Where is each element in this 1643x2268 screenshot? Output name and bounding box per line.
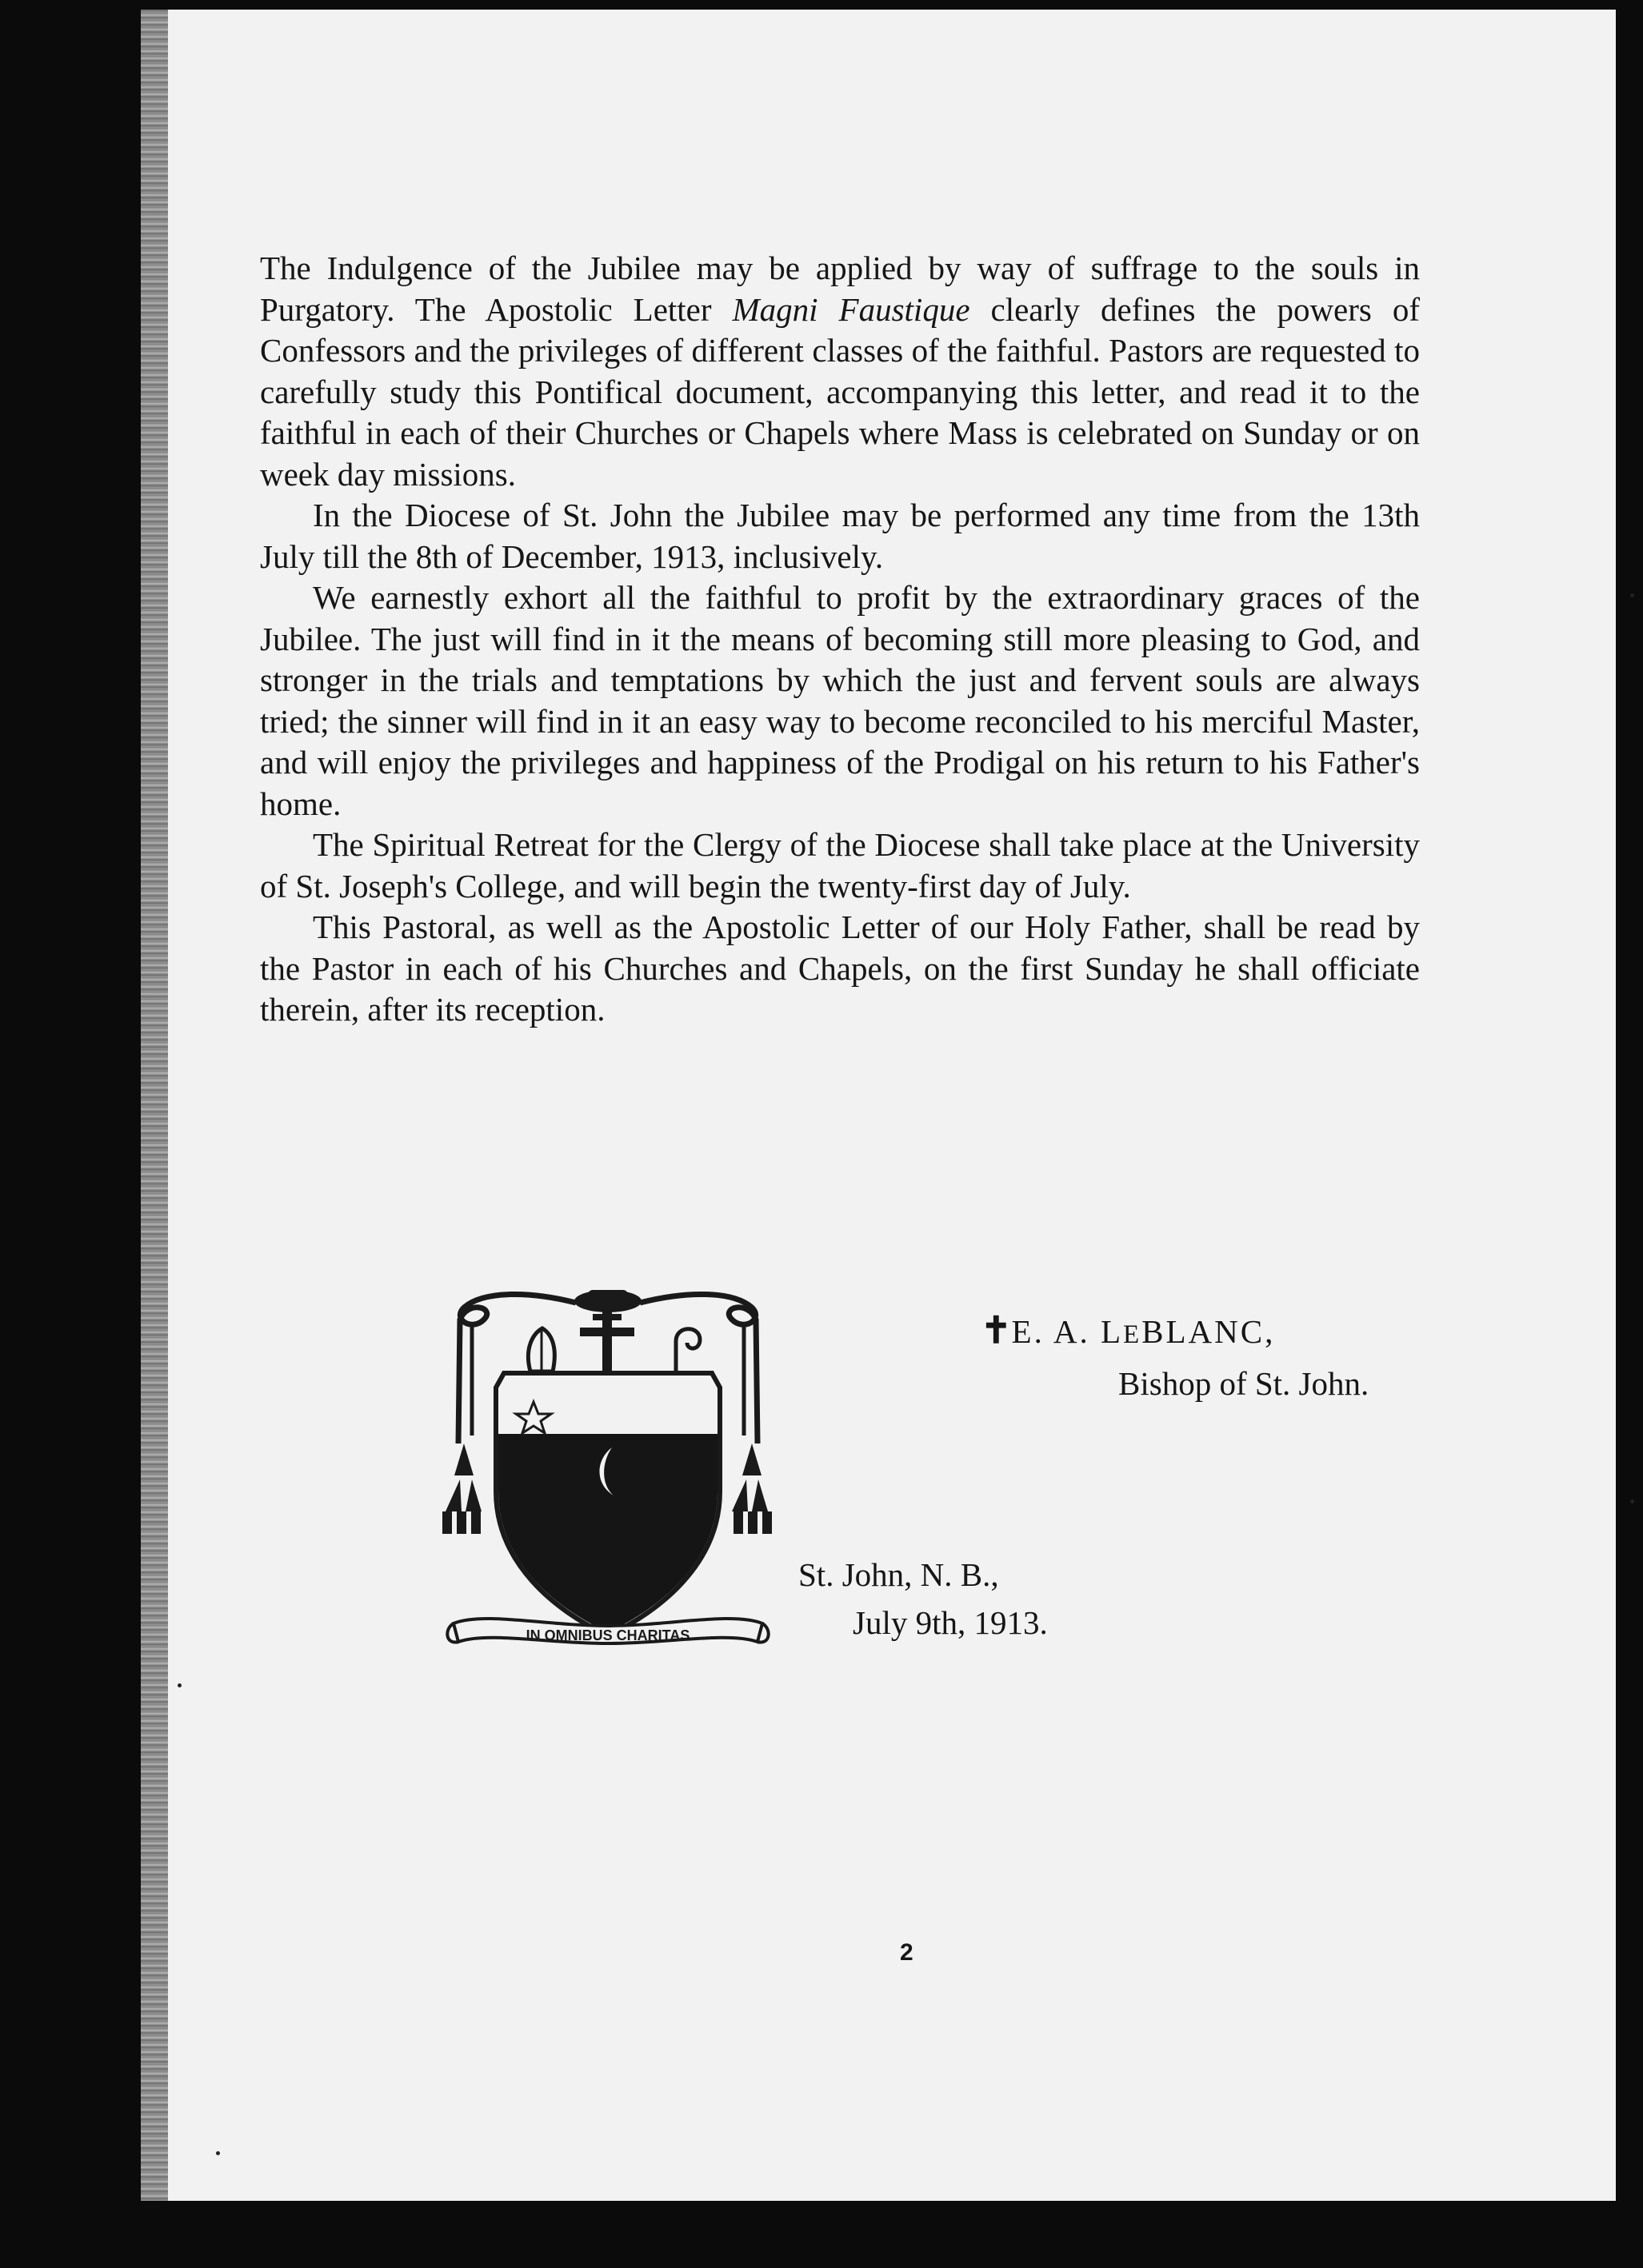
motto-text: IN OMNIBUS CHARITAS	[526, 1627, 690, 1643]
scan-speck	[178, 1683, 182, 1687]
cross-icon: ✝	[981, 1310, 1012, 1351]
book-spine-edge	[141, 10, 170, 2201]
paragraph-run: The Indulgence of the Jubilee may be applied by way of suffrage to the souls in Purgatory. The Apostolic Letter	[260, 250, 1420, 328]
signature-name-part: E. A. L	[1011, 1313, 1123, 1350]
italic-title-run: Magni Faustique	[732, 290, 970, 328]
paragraph-exhortation: We earnestly exhort all the faithful to profit by the extraordinary graces of the Jubilee. The just will find in it the means of becoming still more pleasing to God, and stronger in the trials and temptations by which the just and fervent souls are always tried; the sinner will find in it an easy way to become reconciled to his merciful Master, and will enjoy the privileges and happiness of the Prodigal on his return to his Father's home.	[260, 579, 1420, 822]
paragraph-retreat: The Spiritual Retreat for the Clergy of the Diocese shall take place at the University of St. Joseph's College, and will begin the twenty-first day of July.	[260, 826, 1420, 904]
signature-name-rest: BLANC,	[1141, 1313, 1276, 1350]
paragraph-run: clearly defines the powers of Confessors and the privileges of different classes of the faithful. Pastors are requested to carefully study this Pontifical document, accompanying this letter, and read it to the faithful in each of their Churches or Chapels where Mass is celebrated on Sunday or on week day missions.	[260, 290, 1420, 493]
signature-title: Bishop of St. John.	[1118, 1365, 1369, 1402]
paragraph-indulgence	[260, 248, 1420, 495]
page-number: 2	[900, 1939, 913, 1966]
scan-speck	[216, 2151, 220, 2155]
coat-of-arms-image	[436, 1284, 780, 1667]
scan-speck	[1630, 1499, 1634, 1503]
place-line: St. John, N. B.,	[798, 1556, 999, 1593]
signature-name	[981, 1308, 1275, 1352]
body-text	[260, 248, 1420, 1031]
paragraph-diocese: In the Diocese of St. John the Jubilee may be performed any time from the 13th July till the 8th of December, 1913, inclusively.	[260, 497, 1420, 575]
paragraph-pastoral: This Pastoral, as well as the Apostolic Letter of our Holy Father, shall be read by the Pastor in each of his Churches and Chapels, on the first Sunday he shall officiate therein, after its reception.	[260, 908, 1420, 1028]
signature-name-smallcaps: E	[1122, 1320, 1142, 1349]
scan-speck	[1630, 593, 1634, 597]
date-line: July 9th, 1913.	[853, 1604, 1048, 1641]
